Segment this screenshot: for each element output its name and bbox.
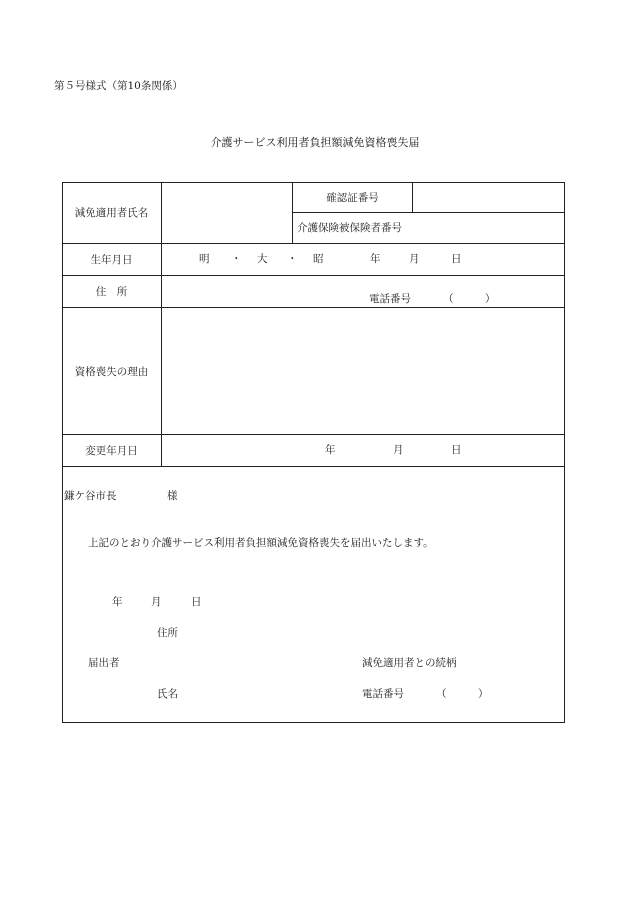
addressee: 鎌ケ谷市長 [64, 490, 117, 502]
relationship-label: 減免適用者との続柄 [362, 657, 457, 669]
declaration-statement: 上記のとおり介護サービス利用者負担額減免資格喪失を届出いたします。 [88, 537, 434, 549]
name-field[interactable] [162, 182, 292, 243]
cert-number-label: 確認証番号 [326, 192, 379, 204]
submit-month-unit: 月 [151, 596, 162, 608]
form-number: 第５号様式（第10条関係） [54, 80, 183, 92]
change-day-unit: 日 [451, 444, 462, 456]
submitter-label: 届出者 [88, 657, 120, 669]
era-showa[interactable]: 昭 [313, 253, 324, 265]
change-date-label: 変更年月日 [85, 445, 138, 457]
address-field[interactable] [162, 276, 565, 307]
submitter-name-label: 氏名 [157, 688, 178, 700]
era-taisho[interactable]: 大 [257, 253, 268, 265]
submitter-address-label: 住所 [157, 627, 178, 639]
submit-day-unit: 日 [191, 596, 202, 608]
birth-month-unit: 月 [409, 253, 420, 265]
submitter-phone-label: 電話番号 [362, 688, 404, 700]
insured-number-field[interactable] [293, 213, 564, 243]
address-phone-label: 電話番号 [369, 293, 411, 305]
birth-year-unit: 年 [370, 253, 381, 265]
submit-year-unit: 年 [112, 596, 123, 608]
submitter-phone-field[interactable]: （ ） [436, 688, 489, 700]
rule-change-bottom [62, 466, 565, 467]
addressee-honorific: 様 [167, 490, 178, 502]
address-label: 住 所 [95, 286, 128, 298]
era-meiji[interactable]: 明 [199, 253, 210, 265]
birth-label: 生年月日 [90, 254, 133, 266]
form-title: 介護サービス利用者負担額減免資格喪失届 [210, 136, 420, 149]
era-dot-2: ・ [287, 253, 298, 265]
reason-label: 資格喪失の理由 [74, 365, 149, 378]
change-year-unit: 年 [325, 444, 336, 456]
birth-day-unit: 日 [451, 253, 462, 265]
cert-number-field[interactable] [413, 183, 564, 212]
era-dot-1: ・ [231, 253, 242, 265]
insured-number-label: 介護保険被保険者番号 [297, 222, 402, 234]
address-phone-field[interactable]: （ ） [443, 293, 496, 305]
change-month-unit: 月 [393, 444, 404, 456]
reason-field[interactable] [162, 308, 565, 434]
name-label: 減免適用者氏名 [74, 207, 149, 219]
